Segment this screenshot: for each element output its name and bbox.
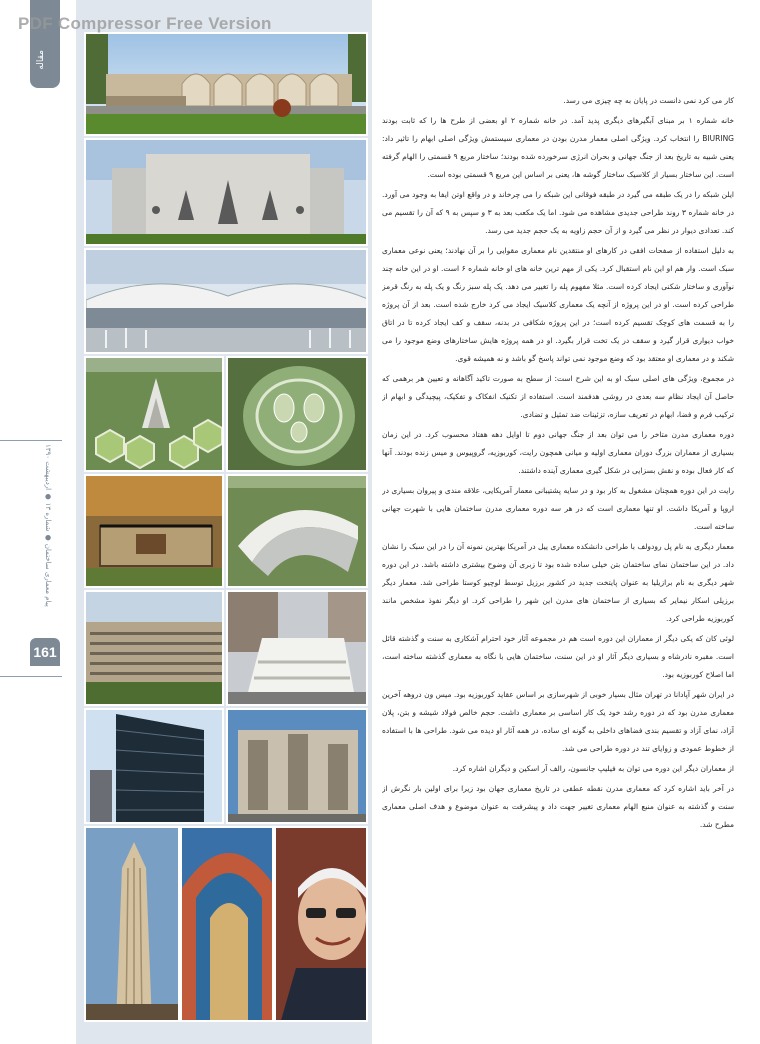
photo-circular-garden bbox=[226, 356, 368, 472]
paragraph: در مجموع، ویژگی های اصلی سبک او به این شرح است: از سطح به صورت تاکید آگاهانه و تعیین هر برهمی که حاصل آن ایجاد نظام سه بعدی در روشی هدفمند است. استفاده از تکنیک انفکاک و تفکیک، پیچیدگی و ابهام از ترکیب فرم و فضا، ابهام در تعریف سازه، تزئینات ضد تمثیل و تضادی. bbox=[382, 374, 734, 419]
paragraph: معمار دیگری به نام پل رودولف با طراحی دانشکده معماری ییل در آمریکا بهترین نمونه آن را در این سبک را نشان داد. در این ساختمان نمای ساختمان بتن خیلی ساده شده بود تا زبری آن وضوح بیشتری داشته باشد. در این دوره شهر دیگری به نام برازیلیا به عنوان پایتخت جدید در کشور برزیل توسط لوچیو کوستا طراحی شد. معمار دیگر برزیلی اسکار نیمایر که بسیاری از ساختمان های مدرن این شهر را طراحی کرد. او دیگر نفوذ مشخص مانند کوربوزیه طراحی کرد. bbox=[382, 542, 734, 623]
photo-spiral-museum bbox=[226, 590, 368, 706]
photo-apartment-blocks bbox=[84, 590, 224, 706]
photo-parliament-building bbox=[84, 138, 368, 246]
paragraph: در آخر باید اشاره کرد که معماری مدرن نقطه عطفی در تاریخ معماری جهان بود زیرا برای اولین بار نگرش از سنت و گذشته به عنوان منبع الهام معماری تغییر جهت داد و پیشرفت به عنوان موضوع و هدف اصلی معماری مطرح شد. bbox=[382, 784, 734, 829]
photo-curved-roof bbox=[226, 474, 368, 588]
photo-tower bbox=[84, 708, 224, 824]
journal-line: پیام معماری ساختمان ● شماره ۱۳ ● اردیبهشت ۱۳۹۰ bbox=[44, 444, 52, 607]
divider bbox=[0, 440, 62, 441]
paragraph: در ایران شهر آپادانا در تهران مثال بسیار خوبی از شهرسازی بر اساس عقاید کوربوزیه بود. میس ون دروهه آخرین معماری مدرن بود که در دوره رشد خود یک کار اساسی بر معماری داشت. حجم خالص فولاد شیشه و بتن، پلان آزاد، نمای آزاد و تقسیم بندی فضاهای داخلی به گونه ای ساده، در همه آثار او دیده می شود. طراحی ها با استفاده از خطوط عمودی و زوایای تند در دوره طراحی می شد. bbox=[382, 690, 734, 753]
divider bbox=[0, 676, 62, 677]
photo-museum-arches bbox=[84, 32, 368, 136]
photo-glass-house bbox=[84, 474, 224, 588]
paragraph: کار می کرد نمی دانست در پایان به چه چیزی می رسد. bbox=[563, 96, 734, 105]
paragraph: دوره معماری مدرن متاخر را می توان بعد از جنگ جهانی دوم تا اوایل دهه هفتاد محسوب کرد. در این زمان بسیاری از معماران بزرگ دوران معماری اولیه و میانی همچون رایت، کوربوزیه، گروپیوس و میس زنده بودند. آنها که کار فعال بوده و نقش بسزایی در شکل گیری معماری آینده داشتند. bbox=[382, 430, 734, 475]
photo-airport-terminal bbox=[84, 248, 368, 354]
section-tab-label: مقاله bbox=[36, 50, 46, 70]
photo-monument-aerial bbox=[84, 356, 224, 472]
article-body bbox=[382, 92, 734, 992]
page-number: 161 bbox=[30, 638, 60, 666]
watermark: PDF Compressor Free Version bbox=[18, 14, 272, 33]
paragraph: ایلن شبکه را در یک طبقه می گیرد در طبقه فوقانی این شبکه را می چرخاند و در واقع اوتن ایفا به وجود می آورد. در خانه شماره ۳ روند طراحی جدیدی مشاهده می شود. اما یک مکعب بعد به ۳ و سپس به ۹ که آن را تقسیم می کند. تعدادی دیوار در نظر می گیرد و از آن حجم زاویه به یک حجم جدید می رسد. bbox=[382, 190, 734, 235]
photo-architect-portrait bbox=[274, 826, 368, 1022]
photo-mausoleum-tower bbox=[84, 826, 180, 1022]
photo-concrete-building bbox=[226, 708, 368, 824]
paragraph: از معماران دیگر این دوره می توان به فیلیپ جانسون، رالف آر اسکین و دیگران اشاره کرد. bbox=[452, 764, 734, 773]
paragraph: خانه شماره ۱ بر مبنای آبگیرهای دیگری پدید آمد. در خانه شماره ۲ او بعضی از طرح ها را که ثابت بودند BIURING را انتخاب کرد. ویژگی اصلی معمار مدرن بودن در معماری سیستمش ویژگی اصلی ابهام را تاثیر داد: یعنی شبیه به تاریخ بعد از جنگ جهانی و بحران انرژی سرخورده شده بودند؛ ساختار مربع ۹ قسمتی را الهام گرفته است. این ساختار بسیار از کلاسیک ساختار گوشه ها، یعنی بر اساس این مربع ۹ قسمتی بوده است. bbox=[382, 116, 734, 179]
photo-tile-arch bbox=[180, 826, 274, 1022]
paragraph: رایت در این دوره همچنان مشغول به کار بود و در سایه پشتیبانی معمار آمریکایی، علاقه مندی و پیروان بسیاری در اروپا و آمریکا داشت. او تنها معماری است که در هر سه دوره معماری مدرن ساختمان هایی با شهرت جهانی ساخته است. bbox=[382, 486, 734, 531]
paragraph: به دلیل استفاده از صفحات افقی در کارهای او منتقدین نام معماری مقوایی را بر آن نهادند؛ یعنی نوعی معماری سبک است. وار هم او این نام استقبال کرد. یکی از مهم ترین خانه های او خانه شماره ۶ است. او در این خانه چند نوآوری و ساختار شکنی ایجاد کرده است. مثلا مفهوم پله را تغییر می دهد. یک پله سبز رنگ و یک پله به رنگ قرمز طراحی کرده است. او در این پروژه از آنچه یک معماری کلاسیک ایجاد می کرد خارج شده است. بعد از آن پروژه را به قسمت های کوچک تقسیم کرده است؛ در این پروژه شکافی در بدنه، سقف و کف ایجاد کرده تا در اتاق خواب دیواری قرار گیرد و سقف در یک تخت قرار بگیرد. او در همه پروژه هایش ساختارهای وضع موجود را می شکند و در معماری او معتقد بود که وضع موجود نمی تواند پاسخ گو باشد و نه همیشه قوی. bbox=[382, 246, 734, 363]
paragraph: لوئی کان که یکی دیگر از معماران این دوره است هم در مجموعه آثار خود احترام آشکاری به سنت و گذشته قائل است. مقبره نادرشاه و بسیاری دیگر آثار او در این سنت، ساختمان هایی با نگاه به معماری گذشته ساخته است، اما اصلاح کوربوزیه بود. bbox=[382, 634, 734, 679]
